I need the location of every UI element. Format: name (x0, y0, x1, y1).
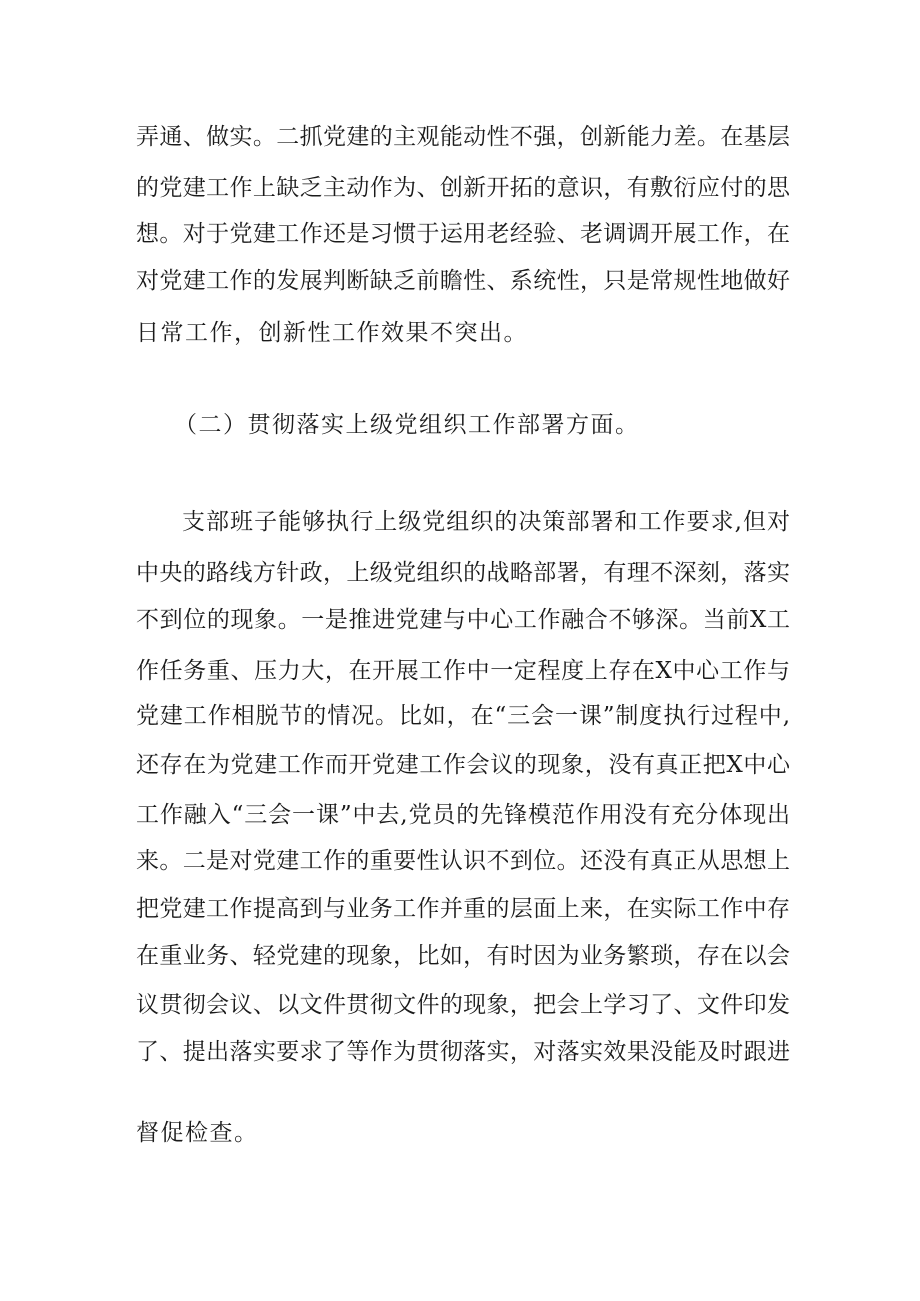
paragraph-2-line-10: 在重业务、轻党建的现象，比如，有时因为业务繁琐，存在以会 (136, 943, 790, 969)
paragraph-1-line-2: 的党建工作上缺乏主动作为、创新开拓的意识，有敷衍应付的思 (136, 175, 790, 201)
paragraph-2-line-12: 了、提出落实要求了等作为贯彻落实，对落实效果没能及时跟进 (136, 1039, 790, 1065)
paragraph-1-line-4: 对党建工作的发展判断缺乏前瞻性、系统性，只是常规性地做好 (136, 268, 790, 294)
paragraph-2-line-3: 不到位的现象。一是推进党建与中心工作融合不够深。当前X工 (136, 607, 790, 633)
paragraph-2-line-4: 作任务重、压力大，在开展工作中一定程度上存在X中心工作与 (136, 658, 790, 684)
paragraph-1-line-5: 日常工作，创新性工作效果不突出。 (136, 320, 528, 346)
paragraph-2-line-9: 把党建工作提高到与业务工作并重的层面上来，在实际工作中存 (136, 896, 790, 922)
paragraph-2-line-5: 党建工作相脱节的情况。比如，在“三会一课”制度执行过程中, (136, 703, 790, 729)
paragraph-1-line-1: 弄通、做实。二抓党建的主观能动性不强，创新能力差。在基层 (136, 124, 790, 150)
paragraph-2-line-2: 中央的路线方针政，上级党组织的战略部署，有理不深刻，落实 (136, 560, 790, 586)
paragraph-2-line-11: 议贯彻会议、以文件贯彻文件的现象，把会上学习了、文件印发 (136, 992, 790, 1018)
section-heading: （二）贯彻落实上级党组织工作部署方面。 (174, 412, 640, 438)
paragraph-2-line-7: 工作融入“三会一课”中去,党员的先锋模范作用没有充分体现出 (136, 802, 790, 828)
paragraph-2-line-8: 来。二是对党建工作的重要性认识不到位。还没有真正从思想上 (136, 848, 790, 874)
paragraph-2-line-6: 还存在为党建工作而开党建工作会议的现象，没有真正把X中心 (136, 752, 790, 778)
paragraph-1-line-3: 想。对于党建工作还是习惯于运用老经验、老调调开展工作，在 (136, 221, 790, 247)
closing-line: 督促检查。 (136, 1120, 259, 1146)
paragraph-2-line-1: 支部班子能够执行上级党组织的决策部署和工作要求,但对 (182, 509, 790, 535)
